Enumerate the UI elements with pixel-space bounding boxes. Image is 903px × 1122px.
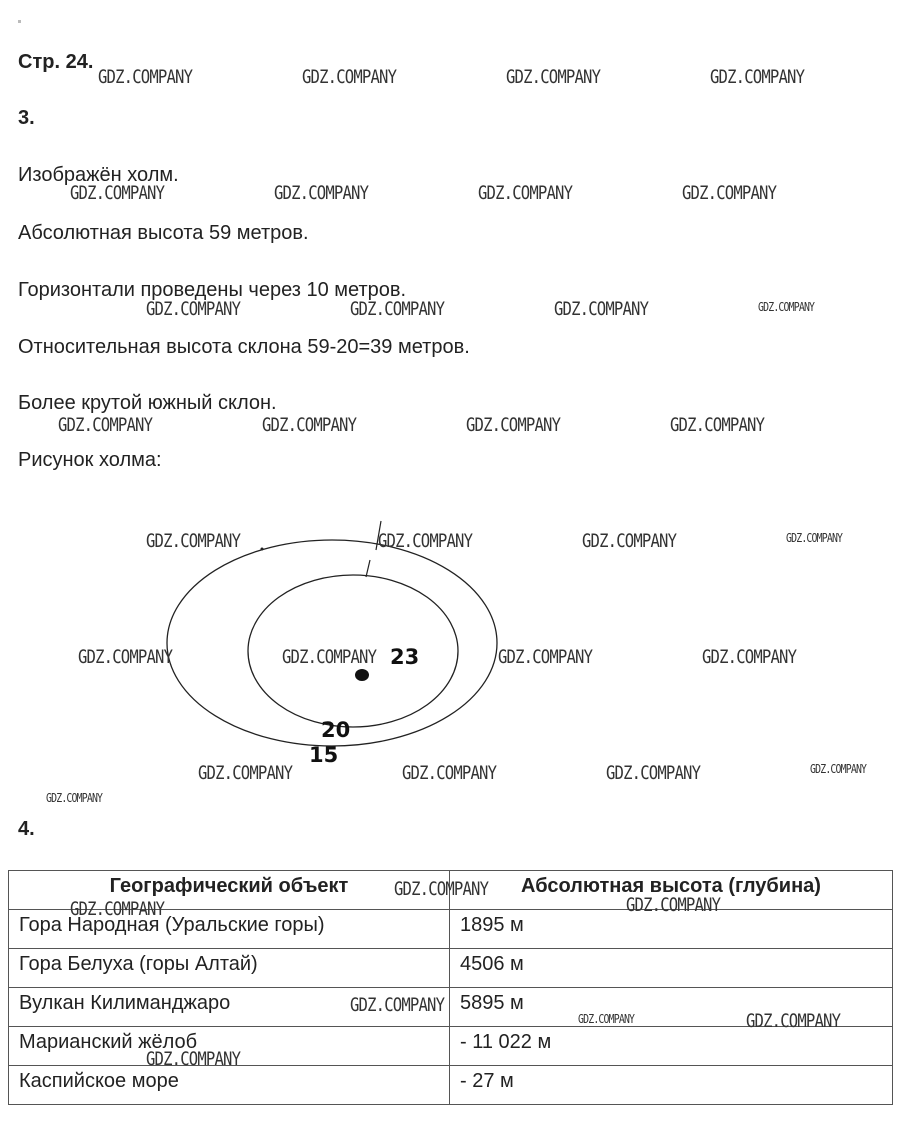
table-row xyxy=(9,949,893,988)
watermark: GDZ.COMPANY xyxy=(758,300,815,314)
watermark: GDZ.COMPANY xyxy=(70,898,165,920)
summit-point xyxy=(355,669,369,681)
answer-line-4: Относительная высота склона 59-20=39 метров. xyxy=(18,336,470,358)
watermark: GDZ.COMPANY xyxy=(282,646,377,668)
task-3-number: 3. xyxy=(18,107,35,129)
height-cell: - 11 022 м xyxy=(450,1027,893,1066)
watermark: GDZ.COMPANY xyxy=(350,298,445,320)
watermark: GDZ.COMPANY xyxy=(702,646,797,668)
watermark: GDZ.COMPANY xyxy=(498,646,593,668)
answer-line-3: Горизонтали проведены через 10 метров. xyxy=(18,279,407,301)
column-header-object: Географический объект xyxy=(9,871,450,910)
watermark: GDZ.COMPANY xyxy=(146,530,241,552)
object-cell: Гора Белуха (горы Алтай) xyxy=(9,949,450,988)
watermark: GDZ.COMPANY xyxy=(746,1010,841,1032)
watermark: GDZ.COMPANY xyxy=(198,762,293,784)
task-4-number: 4. xyxy=(18,818,35,840)
watermark: GDZ.COMPANY xyxy=(682,182,777,204)
watermark: GDZ.COMPANY xyxy=(262,414,357,436)
watermark: GDZ.COMPANY xyxy=(146,298,241,320)
height-cell: 5895 м xyxy=(450,988,893,1027)
watermark: GDZ.COMPANY xyxy=(274,182,369,204)
object-cell: Марианский жёлоб xyxy=(9,1027,450,1066)
watermark: GDZ.COMPANY xyxy=(466,414,561,436)
slope-tick-inner xyxy=(366,560,370,577)
watermark: GDZ.COMPANY xyxy=(506,66,601,88)
object-cell: Гора Народная (Уральские горы) xyxy=(9,910,450,949)
watermark: GDZ.COMPANY xyxy=(670,414,765,436)
watermark: GDZ.COMPANY xyxy=(378,530,473,552)
watermark: GDZ.COMPANY xyxy=(626,894,721,916)
watermark: GDZ.COMPANY xyxy=(350,994,445,1016)
answer-line-2: Абсолютная высота 59 метров. xyxy=(18,222,309,244)
watermark: GDZ.COMPANY xyxy=(394,878,489,900)
answer-line-6: Рисунок холма: xyxy=(18,449,162,471)
table-row xyxy=(9,1027,893,1066)
watermark: GDZ.COMPANY xyxy=(810,762,867,776)
watermark: GDZ.COMPANY xyxy=(578,1012,635,1026)
inner-contour-label: 20 xyxy=(321,718,351,742)
watermark: GDZ.COMPANY xyxy=(710,66,805,88)
slope-tick-dot xyxy=(261,548,264,551)
watermark: GDZ.COMPANY xyxy=(582,530,677,552)
watermark: GDZ.COMPANY xyxy=(606,762,701,784)
outer-contour-label: 15 xyxy=(309,743,339,767)
object-cell: Каспийское море xyxy=(9,1066,450,1105)
watermark: GDZ.COMPANY xyxy=(58,414,153,436)
object-cell: Вулкан Килиманджаро xyxy=(9,988,450,1027)
watermark: GDZ.COMPANY xyxy=(78,646,173,668)
answer-line-5: Более крутой южный склон. xyxy=(18,392,277,414)
watermark: GDZ.COMPANY xyxy=(46,791,103,805)
watermark: GDZ.COMPANY xyxy=(70,182,165,204)
table-row xyxy=(9,1066,893,1105)
watermark: GDZ.COMPANY xyxy=(402,762,497,784)
height-cell: 4506 м xyxy=(450,949,893,988)
watermark: GDZ.COMPANY xyxy=(786,531,843,545)
summit-height-label: 23 xyxy=(390,645,420,669)
height-cell: 1895 м xyxy=(450,910,893,949)
watermark: GDZ.COMPANY xyxy=(302,66,397,88)
watermark: GDZ.COMPANY xyxy=(478,182,573,204)
watermark: GDZ.COMPANY xyxy=(554,298,649,320)
height-cell: - 27 м xyxy=(450,1066,893,1105)
watermark: GDZ.COMPANY xyxy=(146,1048,241,1070)
answer-line-1: Изображён холм. xyxy=(18,164,179,186)
watermark: GDZ.COMPANY xyxy=(98,66,193,88)
outer-contour-line xyxy=(167,540,497,746)
page-heading: Стр. 24. xyxy=(18,51,94,73)
column-header-height: Абсолютная высота (глубина) xyxy=(450,871,893,910)
